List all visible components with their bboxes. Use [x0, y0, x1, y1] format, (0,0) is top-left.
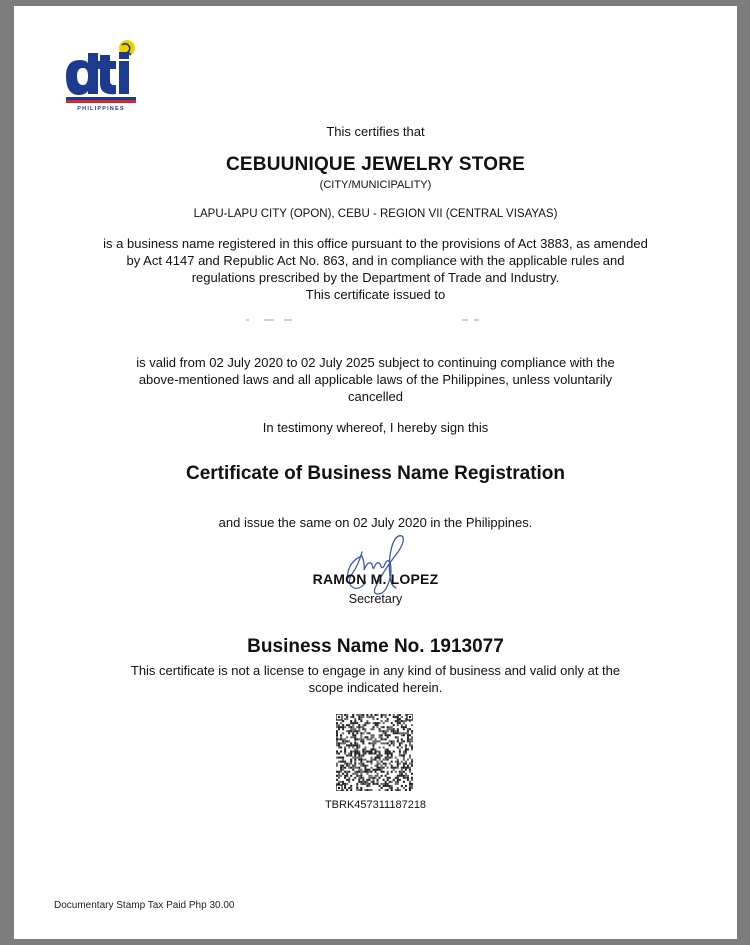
intro-text: This certifies that: [326, 124, 425, 139]
signatory-position: Secretary: [348, 592, 403, 606]
registration-line: is a business name registered in this office pursuant to the provisions of Act 3883, as amended: [103, 236, 648, 251]
owner-name-redacted: [244, 319, 494, 323]
validity-line: is valid from 02 July 2020 to 02 July 2025 subject to continuing compliance with the: [136, 355, 615, 370]
registration-line: by Act 4147 and Republic Act No. 863, and in compliance with the applicable rules and: [126, 253, 625, 268]
scope-label: (CITY/MUNICIPALITY): [319, 179, 432, 191]
certificate-page: [14, 6, 737, 939]
registration-line: regulations prescribed by the Department of Trade and Industry.: [191, 270, 560, 285]
disclaimer-text: [14, 662, 737, 696]
issued-to-label: This certificate issued to: [305, 287, 446, 302]
registration-text: [14, 235, 737, 303]
signatory-name: RAMON M. LOPEZ: [312, 571, 439, 587]
validity-text: [14, 354, 737, 405]
stamp-tax-note: Documentary Stamp Tax Paid Php 30.00: [54, 900, 235, 911]
issue-text: and issue the same on 02 July 2020 in the Philippines.: [218, 515, 533, 530]
svg-text:PHILIPPINES: PHILIPPINES: [77, 106, 125, 112]
validity-line: cancelled: [348, 389, 403, 404]
certificate-title: Certificate of Business Name Registration: [185, 463, 566, 484]
qr-code-id: TBRK457311187218: [324, 799, 427, 811]
business-name: CEBUUNIQUE JEWELRY STORE: [226, 154, 525, 175]
dti-logo: [64, 38, 138, 112]
business-name-number: Business Name No. 1913077: [247, 636, 504, 657]
signature-icon: [334, 530, 434, 600]
qr-code-icon: [336, 714, 413, 791]
disclaimer-line: This certificate is not a license to engage in any kind of business and valid only at the: [130, 663, 621, 678]
business-location: LAPU-LAPU CITY (OPON), CEBU - REGION VII (CENTRAL VISAYAS): [193, 208, 558, 220]
dti-logo-icon: [64, 38, 138, 112]
testimony-text: In testimony whereof, I hereby sign this: [262, 420, 489, 435]
validity-line: above-mentioned laws and all applicable laws of the Philippines, unless voluntarily: [138, 372, 613, 387]
disclaimer-line: scope indicated herein.: [308, 680, 443, 695]
